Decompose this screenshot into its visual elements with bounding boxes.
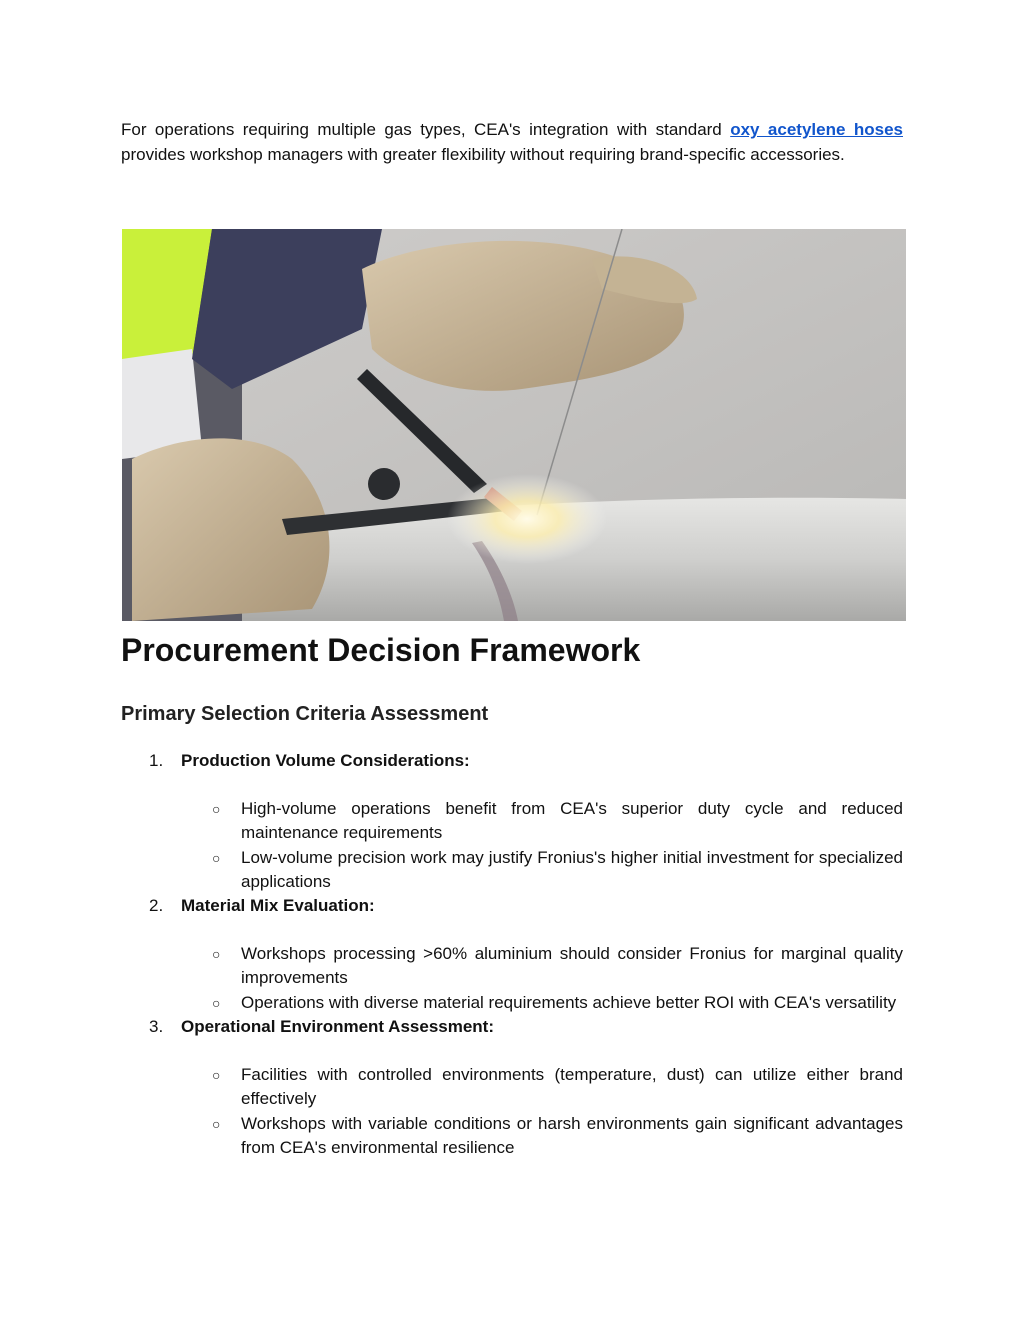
item-title: Operational Environment Assessment: <box>181 1017 495 1037</box>
sub-item-text: High-volume operations benefit from CEA's superior duty cycle and reduced maintenance requirements <box>241 799 903 843</box>
item-number: 1. <box>149 751 164 770</box>
circle-bullet-icon: ○ <box>212 1115 221 1132</box>
circle-bullet-icon: ○ <box>212 849 221 866</box>
sub-item-text: Workshops with variable conditions or harsh environments gain significant advantages from CEA's environmental resilience <box>241 1113 903 1157</box>
intro-text-after: provides workshop managers with greater flexibility without requiring brand-specific accessories. <box>121 144 845 164</box>
sub-item-text: Facilities with controlled environments (temperature, dust) can utilize either brand effectively <box>241 1065 903 1109</box>
sub-item-text: Low-volume precision work may justify Fronius's higher initial investment for specialized applications <box>241 847 903 891</box>
sub-list-item <box>121 991 903 1015</box>
intro-block <box>121 118 903 167</box>
circle-bullet-icon: ○ <box>212 946 221 963</box>
item-number: 2. <box>149 896 164 916</box>
page-title: Procurement Decision Framework <box>121 632 641 668</box>
intro-text-before: For operations requiring multiple gas types, CEA's integration with standard <box>121 120 731 139</box>
sub-list-item <box>121 1063 903 1112</box>
list-item <box>121 749 903 894</box>
list-item <box>121 894 903 1015</box>
sub-list-item <box>121 797 903 846</box>
welding-photo <box>122 229 906 621</box>
sub-item-text: Operations with diverse material requirements achieve better ROI with CEA's versatility <box>241 992 897 1012</box>
section-subtitle: Primary Selection Criteria Assessment <box>121 703 489 725</box>
sub-list-item <box>121 1112 903 1161</box>
item-title: Production Volume Considerations: <box>181 751 470 770</box>
item-number: 3. <box>149 1017 164 1037</box>
oxy-acetylene-hoses-link[interactable]: oxy acetylene hoses <box>730 120 903 139</box>
intro-paragraph <box>121 118 903 167</box>
circle-bullet-icon: ○ <box>212 994 221 1011</box>
sub-item-text: Workshops processing >60% aluminium should consider Fronius for marginal quality improvements <box>241 944 903 988</box>
sub-list-item <box>121 942 903 991</box>
sub-list-item <box>121 846 903 895</box>
list-item <box>121 1015 903 1160</box>
circle-bullet-icon: ○ <box>212 1067 221 1084</box>
item-title: Material Mix Evaluation: <box>181 896 375 916</box>
circle-bullet-icon: ○ <box>212 801 221 817</box>
criteria-list <box>121 749 903 1160</box>
